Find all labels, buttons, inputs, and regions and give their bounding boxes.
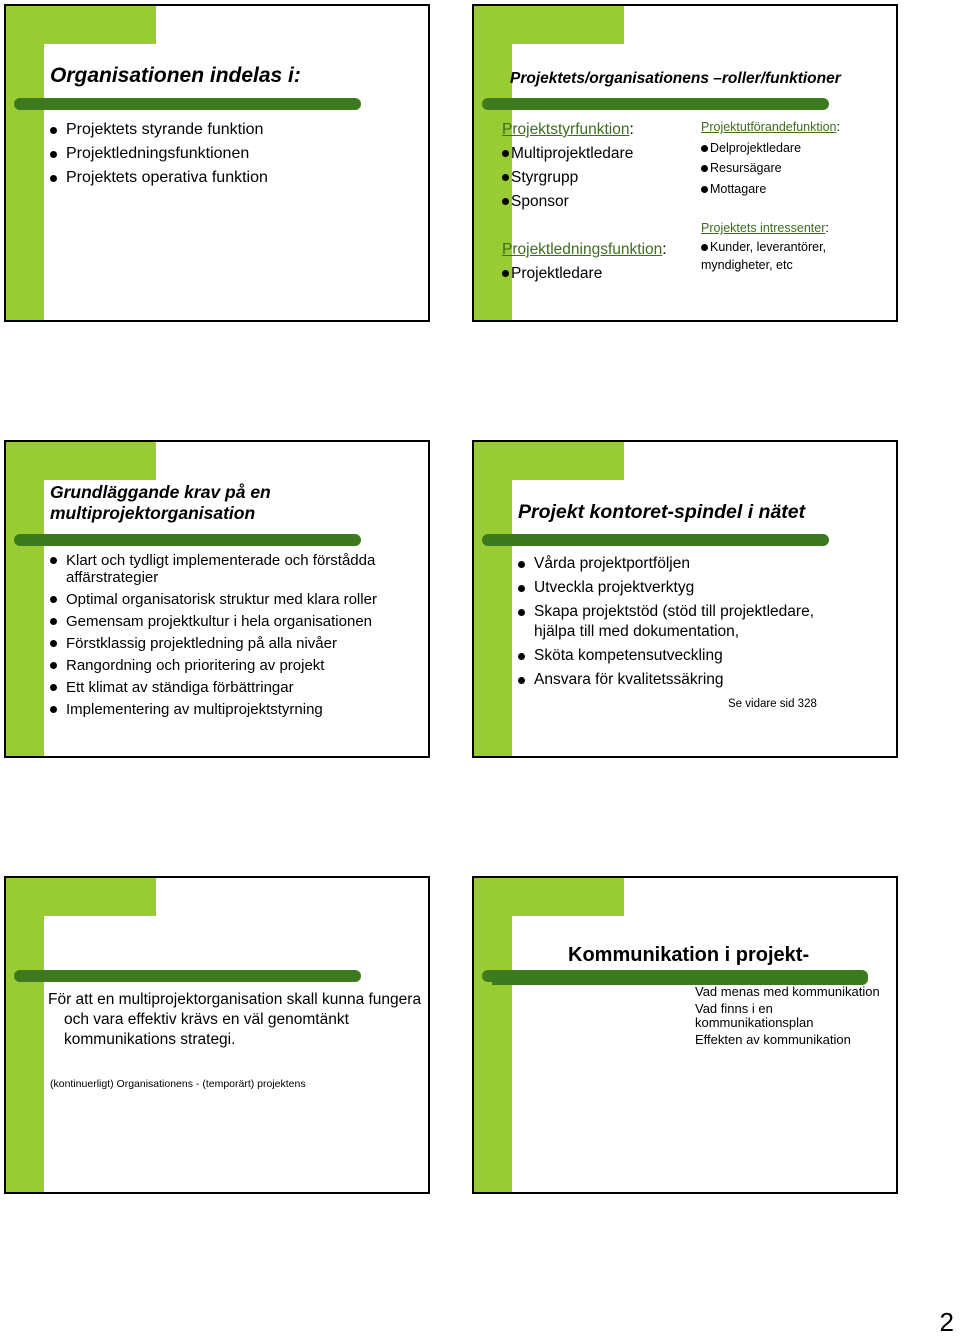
list-item: Klart och tydligt implementerade och förstådda affärstrategier bbox=[50, 552, 420, 586]
title-underline-bar bbox=[492, 970, 868, 985]
left-column bbox=[502, 118, 667, 286]
slide-accent-bar bbox=[474, 442, 512, 756]
list-item: Utveckla projektverktyg bbox=[518, 578, 848, 598]
slide-5 bbox=[4, 876, 430, 1194]
list-item: Resursägare bbox=[701, 158, 840, 179]
page-number: 2 bbox=[939, 1307, 954, 1337]
right-column bbox=[701, 117, 840, 274]
list-item: Skapa projektstöd (stöd till projektledare, hjälpa till med dokumentation, bbox=[518, 602, 848, 642]
list-item: Optimal organisatorisk struktur med klara roller bbox=[50, 591, 420, 608]
bullet-icon bbox=[701, 145, 708, 152]
list-item: Projektledningsfunktionen bbox=[50, 142, 268, 166]
slide-accent-bar bbox=[474, 878, 512, 1192]
list-item: Sköta kompetensutveckling bbox=[518, 646, 848, 666]
slide-accent-bar bbox=[6, 878, 44, 1192]
slide-4 bbox=[472, 440, 898, 758]
list-item: Multiprojektledare bbox=[502, 142, 667, 166]
list-item: Delprojektledare bbox=[701, 138, 840, 159]
bullet-icon bbox=[502, 198, 509, 205]
footnote-text: (kontinuerligt) Organisationens - (temporärt) projektens bbox=[50, 1078, 306, 1090]
list-item: Rangordning och prioritering av projekt bbox=[50, 657, 420, 674]
slide-2 bbox=[472, 4, 898, 322]
bullet-list bbox=[50, 118, 268, 190]
slide-title: Projektets/organisationens –roller/funktioner bbox=[510, 70, 841, 87]
title-underline-bar bbox=[24, 970, 361, 982]
list-item: Projektets operativa funktion bbox=[50, 166, 268, 190]
list-item: Gemensam projektkultur i hela organisationen bbox=[50, 613, 420, 630]
slide-accent-tab bbox=[44, 442, 156, 480]
slide-accent-tab bbox=[512, 442, 624, 480]
title-underline-bar bbox=[492, 534, 829, 546]
page-reference-note: Se vidare sid 328 bbox=[728, 698, 817, 710]
body-text: För att en multiprojektorganisation skall kunna fungera och vara effektiv krävs en väl genomtänkt kommunikations strategi. bbox=[48, 991, 422, 1048]
slide-6 bbox=[472, 876, 898, 1194]
list-item: Implementering av multiprojektstyrning bbox=[50, 701, 420, 718]
list-item: Mottagare bbox=[701, 179, 840, 200]
topic-list bbox=[695, 985, 885, 1047]
slide-accent-tab bbox=[512, 878, 624, 916]
list-item: Projektets styrande funktion bbox=[50, 118, 268, 142]
slide-title: Grundläggande krav på en multiprojektorganisation bbox=[50, 482, 271, 523]
bullet-list bbox=[518, 554, 848, 690]
slide-title: Organisationen indelas i: bbox=[50, 64, 301, 87]
slide-accent-bar bbox=[6, 6, 44, 320]
slide-1 bbox=[4, 4, 430, 322]
title-underline-bar bbox=[24, 98, 361, 110]
list-item: Vad finns i en kommunikationsplan bbox=[695, 1001, 814, 1030]
list-item: Vad menas med kommunikation bbox=[695, 984, 880, 999]
list-item: Kunder, leverantörer, bbox=[701, 238, 840, 257]
int-heading: Projektets intressenter: bbox=[701, 221, 829, 235]
list-item: Ansvara för kvalitetssäkring bbox=[518, 670, 848, 690]
slide-accent-bar bbox=[6, 442, 44, 756]
slide-accent-tab bbox=[512, 6, 624, 44]
list-item: Vårda projektportföljen bbox=[518, 554, 848, 574]
title-underline-bar bbox=[24, 534, 361, 546]
list-item: Ett klimat av ständiga förbättringar bbox=[50, 679, 420, 696]
utf-heading: Projektutförandefunktion: bbox=[701, 120, 840, 134]
list-item: Projektledare bbox=[502, 262, 667, 286]
list-item: Effekten av kommunikation bbox=[695, 1032, 851, 1047]
list-item: Styrgrupp bbox=[502, 166, 667, 190]
slide-3 bbox=[4, 440, 430, 758]
list-item: Sponsor bbox=[502, 190, 667, 214]
bullet-icon bbox=[502, 150, 509, 157]
slide-title: Kommunikation i projekt- bbox=[568, 944, 810, 966]
list-item: Förstklassig projektledning på alla nivåer bbox=[50, 635, 420, 652]
title-underline-bar bbox=[492, 98, 829, 110]
bullet-icon bbox=[701, 165, 708, 172]
bullet-list bbox=[50, 552, 420, 718]
bullet-icon bbox=[701, 244, 708, 251]
slide-title: Projekt kontoret-spindel i nätet bbox=[518, 501, 806, 523]
slide-accent-tab bbox=[44, 878, 156, 916]
bullet-icon bbox=[502, 174, 509, 181]
list-item-continuation: myndigheter, etc bbox=[701, 258, 793, 272]
styr-heading: Projektstyrfunktion: bbox=[502, 121, 634, 138]
led-heading: Projektledningsfunktion: bbox=[502, 241, 667, 258]
slide-accent-tab bbox=[44, 6, 156, 44]
bullet-icon bbox=[502, 270, 509, 277]
bullet-icon bbox=[701, 186, 708, 193]
